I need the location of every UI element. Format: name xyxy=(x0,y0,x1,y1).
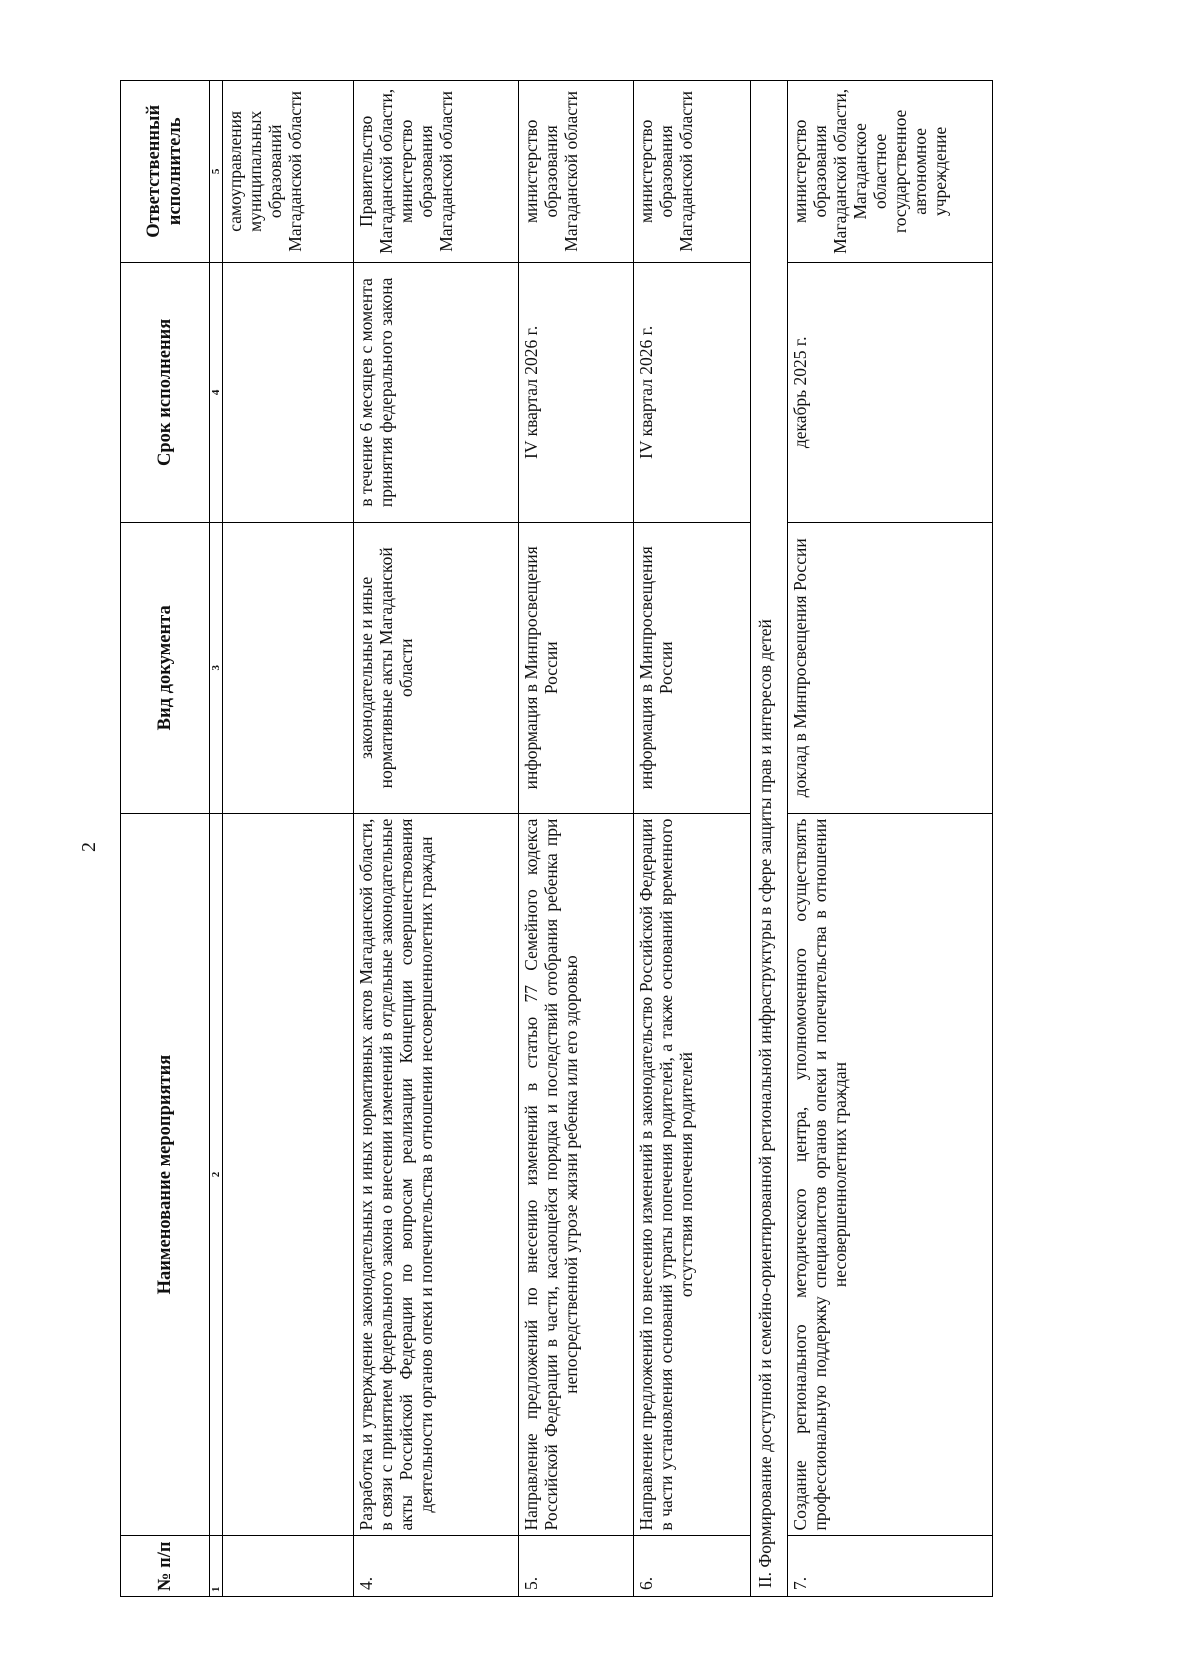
cell-name: Создание регионального методического центра, уполномоченного осуществлять профессиональную поддержку специалистов органов опеки и попечительства в отношении несовершеннолетних граждан xyxy=(788,813,993,1536)
cell-responsible: министерство образования Магаданской области xyxy=(519,81,634,263)
cell-name: Разработка и утверждение законодательных и иных нормативных актов Магаданской области, в связи с принятием федерального закона о внесении изменений в отдельные законодательные акты Российской Федерации по вопросам реализации Концепции совершенствования деятельности органов опеки и попечительства в отношении несовершеннолетних граждан xyxy=(354,813,519,1536)
cell-doc: доклад в Минпросвещения России xyxy=(788,523,993,814)
cell-name: Направление предложений по внесению изменений в законодательство Российской Федерации в части установления оснований утраты попечения родителей, а также оснований временного отсутствия попечения родителей xyxy=(634,813,751,1536)
table-header-row xyxy=(121,81,210,1597)
cell-responsible: министерство образования Магаданской области, Магаданское областное государственное автономное учреждение xyxy=(788,81,993,263)
cell-doc: законодательные и иные нормативные акты Магаданской области xyxy=(354,523,519,814)
continuation-row xyxy=(223,81,354,1597)
cell-num xyxy=(223,1536,354,1597)
section-2-title: II. Формирование доступной и семейно-ориентированной региональной инфраструктуры в сфере защиты прав и интересов детей xyxy=(751,81,788,1597)
header-doc: Вид документа xyxy=(121,523,210,814)
cell-num: 4. xyxy=(354,1536,519,1597)
column-index-row xyxy=(210,81,223,1597)
column-index: 3 xyxy=(210,523,223,814)
cell-deadline: IV квартал 2026 г. xyxy=(519,262,634,522)
header-name: Наименование мероприятия xyxy=(121,813,210,1536)
cell-deadline: в течение 6 месяцев с момента принятия федерального закона xyxy=(354,262,519,522)
cell-num: 6. xyxy=(634,1536,751,1597)
cell-deadline: IV квартал 2026 г. xyxy=(634,262,751,522)
cell-num: 7. xyxy=(788,1536,993,1597)
table-row xyxy=(354,81,519,1597)
cell-doc: информация в Минпросвещения России xyxy=(519,523,634,814)
cell-doc: информация в Минпросвещения России xyxy=(634,523,751,814)
table-row xyxy=(634,81,751,1597)
cell-deadline xyxy=(223,262,354,522)
cell-num: 5. xyxy=(519,1536,634,1597)
page-number: 2 xyxy=(78,842,100,852)
cell-deadline: декабрь 2025 г. xyxy=(788,262,993,522)
cell-responsible: Правительство Магаданской области, министерство образования Магаданской области xyxy=(354,81,519,263)
column-index: 5 xyxy=(210,81,223,263)
rotated-table-page xyxy=(120,80,1016,1597)
header-num: № п/п xyxy=(121,1536,210,1597)
table-row xyxy=(788,81,993,1597)
header-responsible: Ответственный исполнитель xyxy=(121,81,210,263)
column-index: 4 xyxy=(210,262,223,522)
cell-responsible: самоуправления муниципальных образований Магаданской области xyxy=(223,81,354,263)
table-row xyxy=(519,81,634,1597)
cell-name xyxy=(223,813,354,1536)
column-index: 1 xyxy=(210,1536,223,1597)
cell-name: Направление предложений по внесению изменений в статью 77 Семейного кодекса Российской Федерации в части, касающейся порядка и последствий отобрания ребенка при непосредственной угрозе жизни ребенка или его здоровью xyxy=(519,813,634,1536)
header-deadline: Срок исполнения xyxy=(121,262,210,522)
activities-table xyxy=(120,80,993,1597)
cell-responsible: министерство образования Магаданской области xyxy=(634,81,751,263)
section-heading-row xyxy=(751,81,788,1597)
column-index: 2 xyxy=(210,813,223,1536)
cell-doc xyxy=(223,523,354,814)
